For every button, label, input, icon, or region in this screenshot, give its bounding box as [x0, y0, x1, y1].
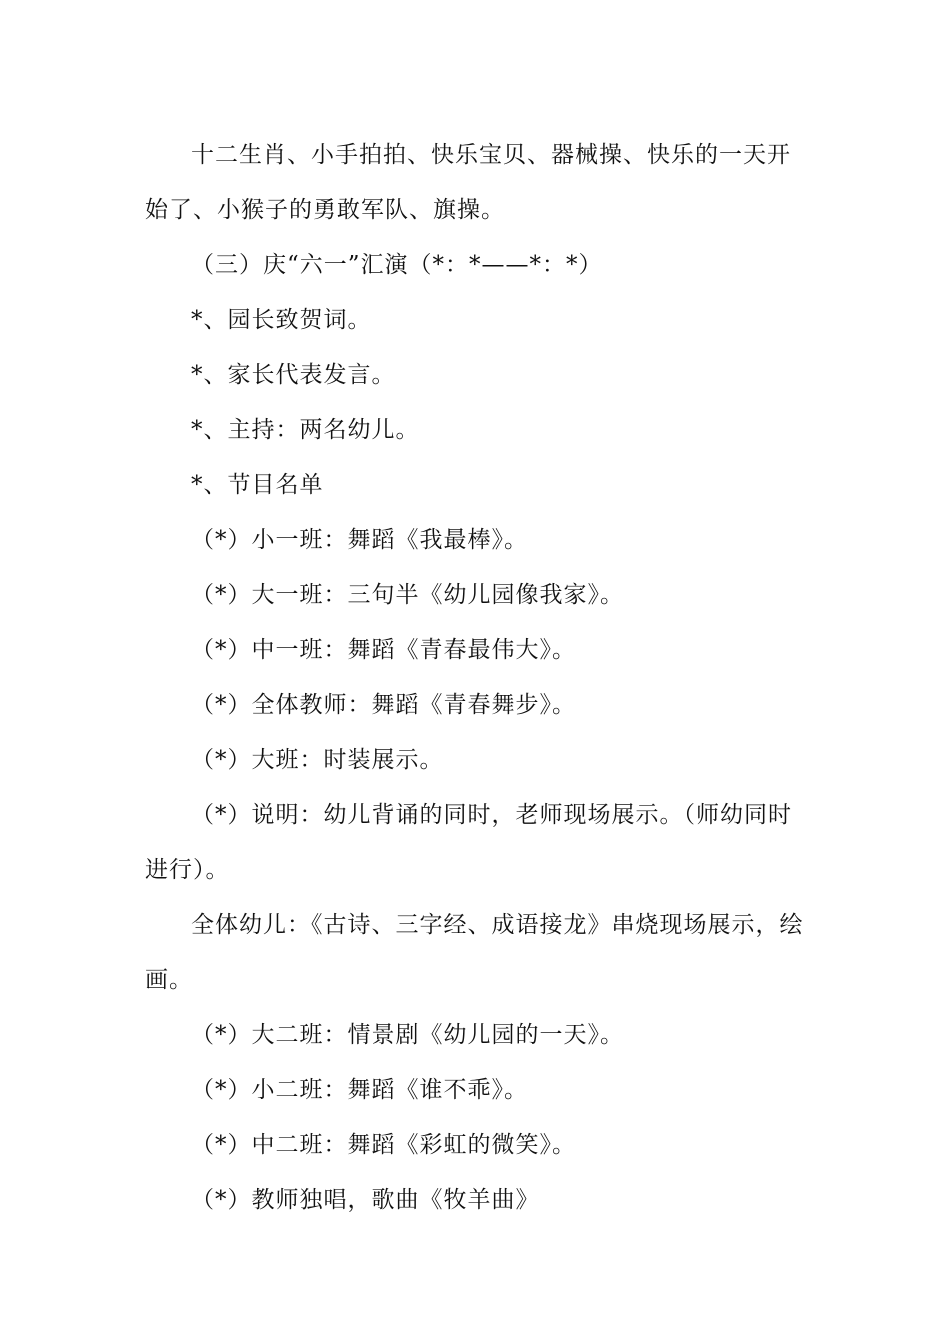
paragraph-opening-activities: 十二生肖、小手拍拍、快乐宝贝、器械操、快乐的一天开始了、小猴子的勇敢军队、旗操。 [145, 142, 791, 223]
program-entry-note: （*）说明：幼儿背诵的同时，老师现场展示。（师幼同时进行）。 [145, 802, 792, 883]
program-entry: （*）小一班：舞蹈《我最棒》。 [191, 527, 528, 553]
program-entry: （*）小二班：舞蹈《谁不乖》。 [191, 1077, 528, 1103]
program-entry: （*）教师独唱，歌曲《牧羊曲》 [191, 1187, 540, 1213]
item-principal-speech: *、园长致贺词。 [191, 307, 372, 333]
program-entry: （*）大一班：三句半《幼儿园像我家》。 [191, 582, 624, 608]
document-body [145, 128, 807, 1228]
item-program-list: *、节目名单 [191, 472, 324, 498]
section-heading-performance: （三）庆“六一”汇演（*：*——*：*） [191, 252, 603, 278]
program-entry: （*）中二班：舞蹈《彩虹的微笑》。 [191, 1132, 576, 1158]
program-entry: （*）全体教师：舞蹈《青春舞步》。 [191, 692, 576, 718]
program-all-children: 全体幼儿：《古诗、三字经、成语接龙》串烧现场展示，绘画。 [145, 912, 804, 993]
program-entry: （*）中一班：舞蹈《青春最伟大》。 [191, 637, 576, 663]
program-entry: （*）大二班：情景剧《幼儿园的一天》。 [191, 1022, 624, 1048]
item-hosts: *、主持：两名幼儿。 [191, 417, 420, 443]
program-entry: （*）大班：时装展示。 [191, 747, 444, 773]
item-parent-speech: *、家长代表发言。 [191, 362, 396, 388]
